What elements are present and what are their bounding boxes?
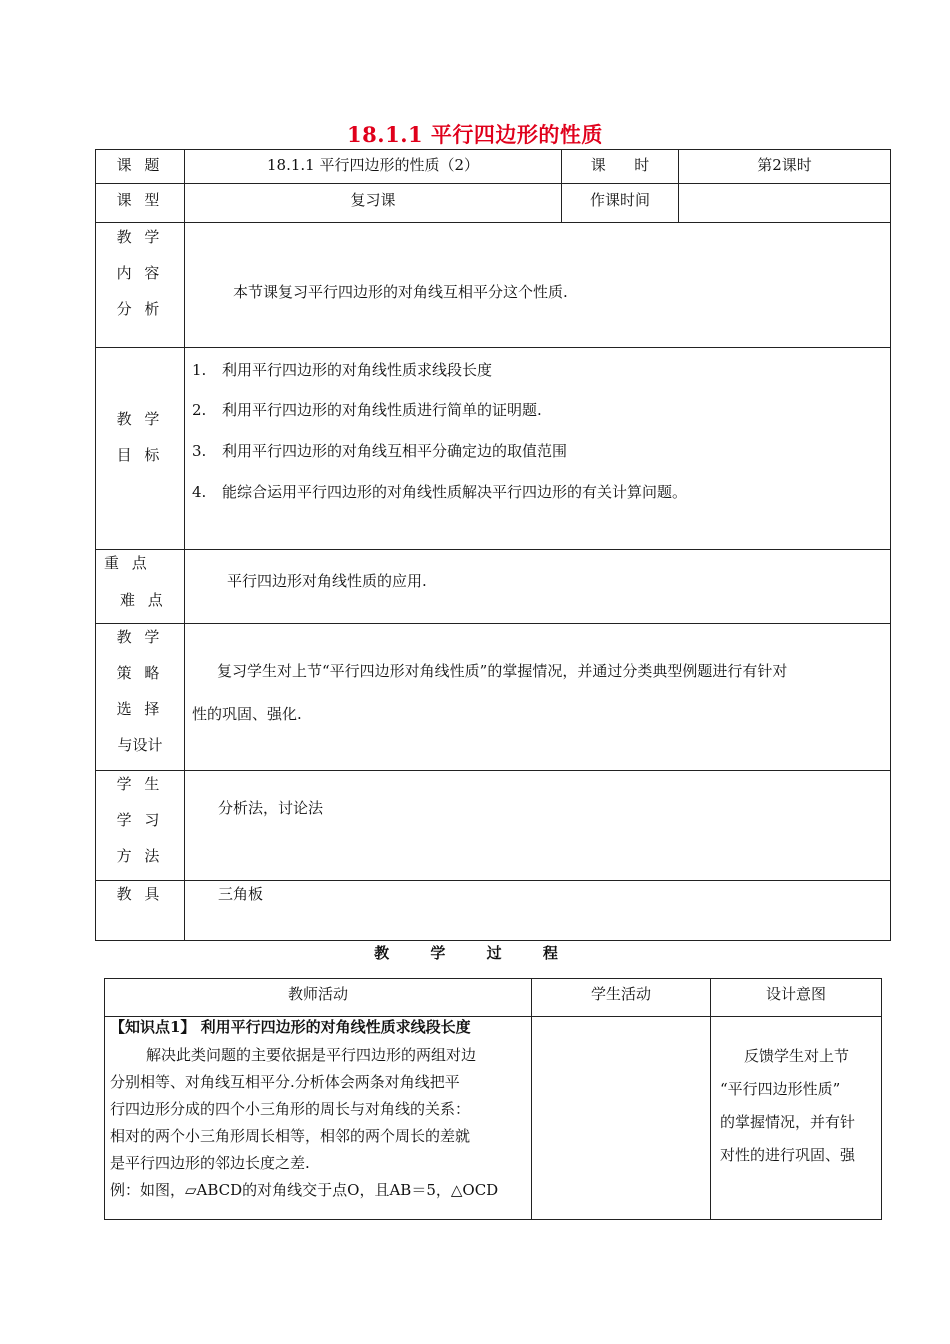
key-points-label-1: 重 点 (104, 554, 151, 572)
content-analysis-label: 教 学 内 容 分 析 (116, 228, 164, 318)
strategy-text-line1: 复习学生对上节“平行四边形对角线性质”的掌握情况，并通过分类典型例题进行有针对 (217, 662, 788, 680)
table-border (95, 347, 891, 348)
table-border (95, 623, 891, 624)
objective-item: 3. 利用平行四边形的对角线互相平分确定边的取值范围 (192, 442, 568, 460)
methods-text: 分析法，讨论法 (218, 799, 324, 817)
key-points-text: 平行四边形对角线性质的应用. (227, 572, 427, 590)
tools-label: 教 具 (116, 885, 164, 903)
teacher-activity-text: 解决此类问题的主要依据是平行四边形的两组对边 分别相等、对角线互相平分.分析体会两条对角线把平 行四边形分成的四个小三角形的周长与对角线的关系： 相对的两个小三角形周长相等，相邻的两个周长的差就 是平行四边形的邻边长度之差. 例：如图，▱ABCD的对角线交于点O，且AB＝5，△OCD (110, 1046, 499, 1199)
table-border (95, 549, 891, 550)
strategy-label: 教 学 策 略 选 择 与设计 (116, 628, 164, 754)
process-heading: 教 学 过 程 (374, 944, 576, 962)
content-analysis-text: 本节课复习平行四边形的对角线互相平分这个性质. (233, 283, 568, 301)
design-intent-text: 反馈学生对上节 “平行四边形性质” 的掌握情况，并有针 对性的进行巩固、强 (720, 1047, 856, 1164)
type-value: 复习课 (350, 191, 396, 209)
table-border (104, 978, 105, 1220)
table-border (104, 1219, 882, 1220)
methods-label: 学 生 学 习 方 法 (116, 775, 164, 865)
table-border (95, 940, 891, 941)
page-title: 18.1.1 平行四边形的性质 (347, 122, 603, 147)
table-border (184, 149, 185, 941)
table-border (95, 880, 891, 881)
period-label: 课 时 (590, 156, 650, 174)
objective-item: 1. 利用平行四边形的对角线性质求线段长度 (192, 361, 493, 379)
table-border (890, 149, 891, 941)
table-border (104, 978, 882, 979)
table-border (95, 770, 891, 771)
student-activity-header: 学生活动 (590, 985, 651, 1003)
type-label: 课 型 (116, 191, 164, 209)
key-points-label-2: 难 点 (120, 591, 167, 609)
topic-label: 课 题 (116, 156, 164, 174)
design-intent-header: 设计意图 (765, 985, 826, 1003)
objectives-label: 教 学 目 标 (116, 410, 164, 464)
table-border (881, 978, 882, 1220)
knowledge-point-heading: 【知识点1】 利用平行四边形的对角线性质求线段长度 (110, 1018, 471, 1036)
table-border (95, 183, 891, 184)
objective-item: 2. 利用平行四边形的对角线性质进行简单的证明题. (192, 401, 542, 419)
table-border (531, 978, 532, 1220)
teacher-activity-header: 教师活动 (287, 985, 348, 1003)
time-label: 作课时间 (589, 191, 650, 209)
objective-item: 4. 能综合运用平行四边形的对角线性质解决平行四边形的有关计算问题。 (192, 483, 688, 501)
strategy-text-line2: 性的巩固、强化. (192, 705, 302, 723)
topic-value: 18.1.1 平行四边形的性质（2） (266, 156, 480, 174)
table-border (95, 149, 891, 150)
period-value: 第2课时 (757, 156, 812, 174)
table-border (710, 978, 711, 1220)
table-border (95, 222, 891, 223)
tools-text: 三角板 (218, 885, 264, 903)
